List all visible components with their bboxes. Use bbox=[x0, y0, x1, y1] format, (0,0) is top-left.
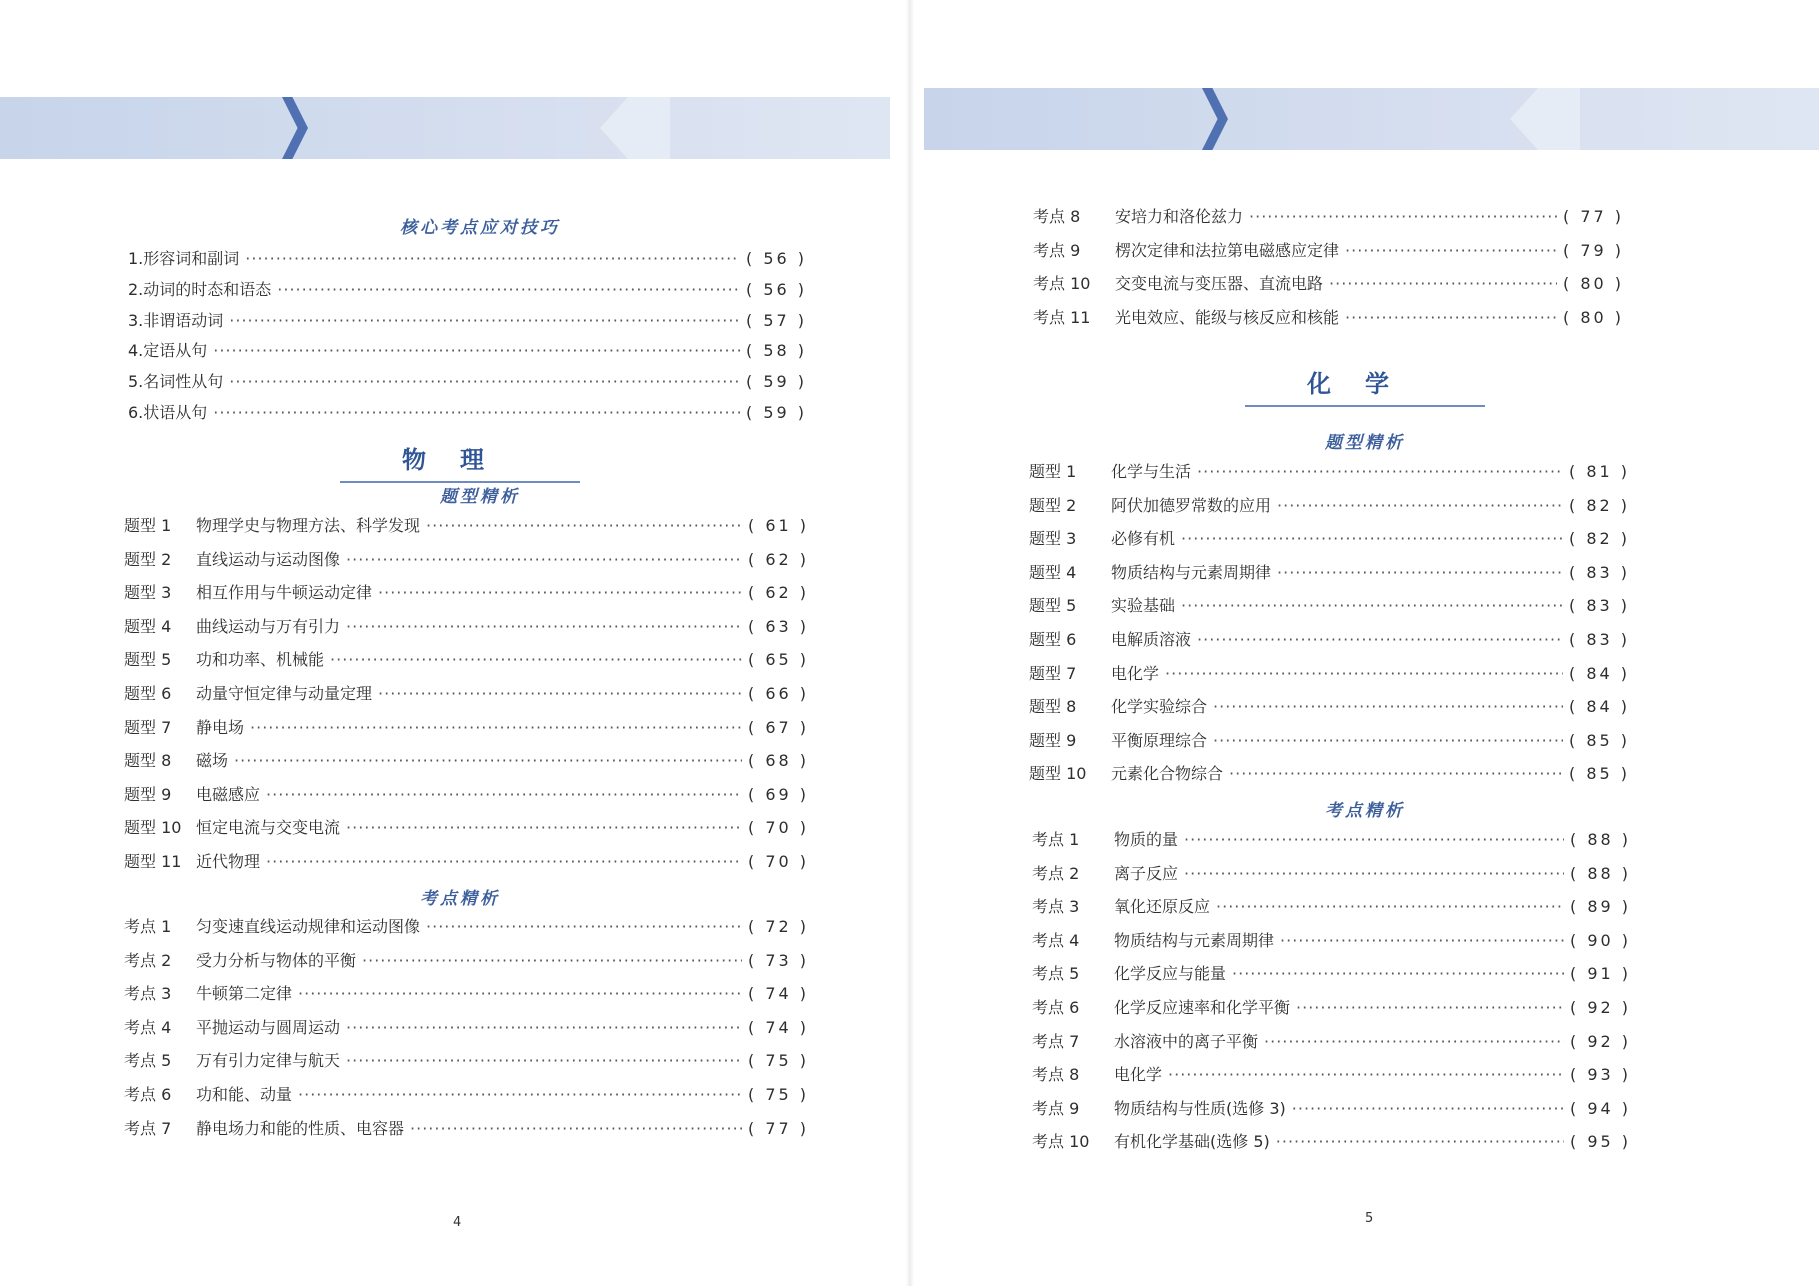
toc-entry-page: ( 74 ) bbox=[748, 1017, 810, 1037]
header-banner bbox=[0, 97, 890, 159]
toc-entry-page: ( 58 ) bbox=[746, 341, 808, 361]
page-number: 4 bbox=[453, 1215, 462, 1230]
type-heading-chemistry: 题型精析 bbox=[1325, 433, 1405, 453]
dot-leader bbox=[213, 340, 740, 362]
dot-leader bbox=[410, 1118, 742, 1140]
toc-entry[interactable] bbox=[128, 310, 808, 332]
toc-entry[interactable] bbox=[128, 279, 808, 301]
toc-entry[interactable] bbox=[124, 717, 810, 739]
toc-entry-title: 水溶液中的离子平衡 bbox=[1114, 1031, 1259, 1051]
toc-entry[interactable] bbox=[124, 950, 810, 972]
toc-entry-page: ( 91 ) bbox=[1570, 964, 1632, 984]
header-banner bbox=[924, 88, 1819, 150]
toc-entry-title: 功和能、动量 bbox=[196, 1085, 293, 1104]
right-page bbox=[910, 0, 1819, 1286]
dot-leader bbox=[1216, 896, 1564, 918]
toc-entry-title: 光电效应、能级与核反应和核能 bbox=[1115, 307, 1340, 327]
toc-entry-title: 近代物理 bbox=[196, 852, 261, 871]
dot-leader bbox=[1277, 495, 1563, 517]
point-heading-chemistry: 考点精析 bbox=[1325, 801, 1405, 821]
toc-entry-title: 名词性从句 bbox=[143, 372, 224, 392]
toc-entry[interactable] bbox=[124, 515, 810, 537]
chevron-left-decor-icon bbox=[600, 97, 670, 159]
toc-entry-number: 考点 1 bbox=[1032, 830, 1080, 849]
toc-entry-number: 考点 4 bbox=[1032, 930, 1080, 950]
dot-leader bbox=[234, 750, 742, 772]
dot-leader bbox=[213, 402, 740, 424]
toc-entry-page: ( 56 ) bbox=[746, 279, 808, 299]
dot-leader bbox=[1181, 528, 1563, 550]
point-heading-physics: 考点精析 bbox=[420, 889, 500, 909]
toc-entry-page: ( 75 ) bbox=[748, 1085, 810, 1104]
toc-entry-number: 考点 7 bbox=[124, 1118, 172, 1138]
toc-entry[interactable] bbox=[124, 1050, 810, 1072]
toc-entry-title: 定语从句 bbox=[143, 341, 208, 361]
toc-entry-page: ( 81 ) bbox=[1569, 462, 1631, 481]
toc-entry[interactable] bbox=[124, 817, 810, 839]
toc-entry-number: 考点 3 bbox=[1032, 897, 1080, 917]
toc-entry-page: ( 79 ) bbox=[1563, 240, 1625, 260]
dot-leader bbox=[362, 950, 742, 972]
dot-leader bbox=[266, 784, 742, 806]
toc-entry-page: ( 77 ) bbox=[748, 1118, 810, 1138]
dot-leader bbox=[1184, 829, 1564, 851]
dot-leader bbox=[277, 279, 740, 301]
toc-entry[interactable] bbox=[124, 649, 810, 671]
toc-entry-number: 1. bbox=[128, 249, 144, 268]
toc-entry[interactable] bbox=[1029, 562, 1631, 584]
toc-entry-page: ( 70 ) bbox=[748, 818, 810, 838]
dot-leader bbox=[1232, 963, 1564, 985]
toc-entry[interactable] bbox=[1032, 896, 1632, 918]
toc-entry-title: 物质结构与元素周期律 bbox=[1114, 930, 1275, 950]
toc-entry-number: 考点 9 bbox=[1033, 240, 1081, 260]
toc-entry-page: ( 83 ) bbox=[1569, 596, 1631, 616]
dot-leader bbox=[1165, 663, 1563, 685]
toc-entry-title: 受力分析与物体的平衡 bbox=[196, 950, 357, 970]
toc-entry-title: 元素化合物综合 bbox=[1111, 764, 1224, 784]
toc-entry-number: 考点 2 bbox=[1032, 863, 1080, 883]
toc-entry-number: 3. bbox=[128, 310, 144, 330]
dot-leader bbox=[229, 310, 740, 332]
toc-entry-title: 有机化学基础(选修 5) bbox=[1114, 1132, 1270, 1152]
type-heading-physics: 题型精析 bbox=[440, 487, 520, 507]
toc-entry-title: 化学实验综合 bbox=[1111, 697, 1208, 717]
toc-entry[interactable] bbox=[124, 549, 810, 571]
chevron-right-icon bbox=[282, 97, 308, 159]
toc-entry-page: ( 82 ) bbox=[1569, 495, 1631, 515]
toc-entry[interactable] bbox=[1029, 663, 1631, 685]
toc-entry-number: 考点 5 bbox=[124, 1051, 172, 1071]
toc-entry-title: 功和功率、机械能 bbox=[196, 650, 325, 670]
toc-entry-title: 状语从句 bbox=[143, 403, 208, 422]
toc-entry-page: ( 59 ) bbox=[746, 403, 808, 422]
toc-entry-title: 动词的时态和语态 bbox=[143, 279, 272, 299]
dot-leader bbox=[1296, 997, 1564, 1019]
toc-entry-page: ( 89 ) bbox=[1570, 897, 1632, 917]
toc-entry[interactable] bbox=[128, 371, 808, 393]
toc-entry[interactable] bbox=[1032, 863, 1632, 885]
toc-entry-title: 曲线运动与万有引力 bbox=[196, 616, 341, 636]
toc-entry-title: 化学反应速率和化学平衡 bbox=[1114, 998, 1291, 1017]
toc-entry[interactable] bbox=[1032, 1031, 1632, 1053]
toc-entry-page: ( 56 ) bbox=[746, 249, 808, 268]
toc-entry-title: 磁场 bbox=[196, 751, 229, 771]
toc-entry-title: 相互作用与牛顿运动定律 bbox=[196, 583, 373, 603]
dot-leader bbox=[245, 248, 740, 270]
dot-leader bbox=[1213, 730, 1563, 752]
toc-entry-title: 万有引力定律与航天 bbox=[196, 1051, 341, 1071]
toc-entry-page: ( 69 ) bbox=[748, 784, 810, 804]
toc-entry-number: 题型 2 bbox=[1029, 495, 1077, 515]
dot-leader bbox=[346, 1017, 742, 1039]
chevron-right-icon bbox=[1202, 88, 1228, 150]
toc-entry[interactable] bbox=[124, 851, 810, 873]
toc-entry-page: ( 65 ) bbox=[748, 650, 810, 670]
toc-entry[interactable] bbox=[1033, 307, 1625, 329]
dot-leader bbox=[346, 616, 742, 638]
dot-leader bbox=[1181, 595, 1563, 617]
toc-entry-title: 交变电流与变压器、直流电路 bbox=[1115, 274, 1324, 294]
toc-entry-title: 静电场力和能的性质、电容器 bbox=[196, 1118, 405, 1138]
toc-entry-page: ( 80 ) bbox=[1563, 274, 1625, 294]
toc-entry-number: 题型 3 bbox=[124, 583, 172, 603]
toc-entry-title: 必修有机 bbox=[1111, 529, 1176, 549]
toc-entry-page: ( 66 ) bbox=[748, 684, 810, 703]
toc-entry[interactable] bbox=[124, 1118, 810, 1140]
page-number: 5 bbox=[1365, 1211, 1374, 1226]
toc-entry[interactable] bbox=[124, 616, 810, 638]
toc-entry-number: 考点 8 bbox=[1033, 207, 1081, 226]
core-heading: 核心考点应对技巧 bbox=[400, 218, 560, 238]
toc-entry-number: 5. bbox=[128, 372, 144, 392]
dot-leader bbox=[426, 515, 742, 537]
toc-entry-page: ( 88 ) bbox=[1570, 863, 1632, 883]
toc-entry-page: ( 85 ) bbox=[1569, 730, 1631, 750]
toc-entry[interactable] bbox=[1032, 1098, 1632, 1120]
chevron-left-decor-icon bbox=[1510, 88, 1580, 150]
toc-entry-number: 考点 9 bbox=[1032, 1098, 1080, 1118]
toc-entry[interactable] bbox=[1029, 461, 1631, 483]
dot-leader bbox=[1264, 1031, 1564, 1053]
dot-leader bbox=[378, 582, 742, 604]
toc-entry-number: 考点 10 bbox=[1032, 1132, 1090, 1152]
toc-entry-number: 2. bbox=[128, 279, 144, 299]
toc-entry-page: ( 57 ) bbox=[746, 310, 808, 330]
toc-entry[interactable] bbox=[1032, 1064, 1632, 1086]
dot-leader bbox=[1249, 206, 1557, 228]
toc-entry-page: ( 75 ) bbox=[748, 1051, 810, 1071]
toc-entry-number: 题型 8 bbox=[124, 751, 172, 771]
toc-entry-page: ( 70 ) bbox=[748, 852, 810, 871]
toc-entry-page: ( 84 ) bbox=[1569, 697, 1631, 717]
toc-entry-page: ( 92 ) bbox=[1570, 1031, 1632, 1051]
toc-entry[interactable] bbox=[1029, 528, 1631, 550]
toc-entry-title: 化学与生活 bbox=[1111, 462, 1192, 481]
toc-entry-page: ( 68 ) bbox=[748, 751, 810, 771]
toc-entry-title: 静电场 bbox=[196, 717, 245, 737]
dot-leader bbox=[346, 1050, 742, 1072]
dot-leader bbox=[346, 549, 742, 571]
toc-entry-number: 题型 5 bbox=[124, 650, 172, 670]
toc-entry-number: 考点 5 bbox=[1032, 964, 1080, 984]
toc-entry[interactable] bbox=[1032, 829, 1632, 851]
dot-leader bbox=[1277, 562, 1563, 584]
toc-entry-title: 电解质溶液 bbox=[1111, 630, 1192, 649]
toc-entry-page: ( 62 ) bbox=[748, 583, 810, 603]
toc-entry-page: ( 74 ) bbox=[748, 984, 810, 1004]
toc-entry-number: 题型 1 bbox=[1029, 462, 1077, 481]
toc-entry-number: 题型 4 bbox=[124, 616, 172, 636]
toc-entry[interactable] bbox=[1032, 930, 1632, 952]
toc-entry-page: ( 62 ) bbox=[748, 549, 810, 569]
toc-entry-number: 题型 9 bbox=[1029, 730, 1077, 750]
toc-entry-page: ( 82 ) bbox=[1569, 529, 1631, 549]
toc-entry-number: 题型 2 bbox=[124, 549, 172, 569]
toc-entry-number: 题型 9 bbox=[124, 784, 172, 804]
toc-entry-number: 考点 8 bbox=[1032, 1065, 1080, 1085]
toc-entry-title: 物质的量 bbox=[1114, 830, 1179, 849]
toc-entry[interactable] bbox=[1029, 763, 1631, 785]
toc-entry[interactable] bbox=[124, 750, 810, 772]
toc-entry-page: ( 72 ) bbox=[748, 917, 810, 936]
toc-entry-title: 化学反应与能量 bbox=[1114, 964, 1227, 984]
toc-entry[interactable] bbox=[124, 1084, 810, 1106]
dot-leader bbox=[1213, 696, 1563, 718]
dot-leader bbox=[426, 916, 742, 938]
toc-entry[interactable] bbox=[124, 916, 810, 938]
toc-entry-title: 安培力和洛伦兹力 bbox=[1115, 207, 1244, 226]
toc-entry-number: 考点 10 bbox=[1033, 274, 1091, 294]
toc-entry[interactable] bbox=[1032, 1131, 1632, 1153]
subject-title-chemistry: 化学 bbox=[1245, 364, 1485, 407]
toc-entry-title: 动量守恒定律与动量定理 bbox=[196, 684, 373, 703]
dot-leader bbox=[229, 371, 740, 393]
toc-entry[interactable] bbox=[1029, 595, 1631, 617]
dot-leader bbox=[266, 851, 742, 873]
toc-entry-number: 考点 11 bbox=[1033, 307, 1091, 327]
dot-leader bbox=[1292, 1098, 1564, 1120]
toc-entry[interactable] bbox=[1033, 240, 1625, 262]
toc-entry-title: 楞次定律和法拉第电磁感应定律 bbox=[1115, 240, 1340, 260]
toc-entry-number: 考点 1 bbox=[124, 917, 172, 936]
toc-entry-title: 电化学 bbox=[1114, 1065, 1163, 1085]
toc-entry-title: 物理学史与物理方法、科学发现 bbox=[196, 516, 421, 535]
toc-entry-title: 电磁感应 bbox=[196, 784, 261, 804]
toc-entry-page: ( 84 ) bbox=[1569, 663, 1631, 683]
dot-leader bbox=[1184, 863, 1564, 885]
dot-leader bbox=[1229, 763, 1563, 785]
toc-entry[interactable] bbox=[1033, 206, 1625, 228]
toc-entry[interactable] bbox=[1032, 997, 1632, 1019]
dot-leader bbox=[378, 683, 742, 705]
toc-entry[interactable] bbox=[124, 784, 810, 806]
toc-entry-page: ( 94 ) bbox=[1570, 1098, 1632, 1118]
dot-leader bbox=[298, 983, 742, 1005]
toc-entry-number: 题型 10 bbox=[124, 818, 182, 838]
toc-entry-title: 非谓语动词 bbox=[143, 310, 224, 330]
toc-entry[interactable] bbox=[128, 402, 808, 424]
dot-leader bbox=[1329, 273, 1557, 295]
toc-entry-page: ( 73 ) bbox=[748, 950, 810, 970]
toc-entry[interactable] bbox=[124, 983, 810, 1005]
toc-entry-page: ( 67 ) bbox=[748, 717, 810, 737]
toc-entry-page: ( 59 ) bbox=[746, 372, 808, 392]
toc-entry-number: 考点 2 bbox=[124, 950, 172, 970]
toc-entry-number: 考点 3 bbox=[124, 984, 172, 1004]
toc-entry-page: ( 92 ) bbox=[1570, 998, 1632, 1017]
toc-entry-title: 平衡原理综合 bbox=[1111, 730, 1208, 750]
toc-entry-number: 考点 6 bbox=[1032, 998, 1080, 1017]
toc-entry-title: 阿伏加德罗常数的应用 bbox=[1111, 495, 1272, 515]
toc-entry[interactable] bbox=[1029, 696, 1631, 718]
dot-leader bbox=[298, 1084, 742, 1106]
toc-entry[interactable] bbox=[1032, 963, 1632, 985]
toc-entry[interactable] bbox=[1029, 629, 1631, 651]
dot-leader bbox=[346, 817, 742, 839]
toc-entry-title: 平抛运动与圆周运动 bbox=[196, 1017, 341, 1037]
toc-entry-number: 考点 4 bbox=[124, 1017, 172, 1037]
toc-entry-title: 恒定电流与交变电流 bbox=[196, 818, 341, 838]
toc-entry-title: 物质结构与元素周期律 bbox=[1111, 562, 1272, 582]
toc-entry-number: 6. bbox=[128, 403, 144, 422]
toc-entry-number: 题型 3 bbox=[1029, 529, 1077, 549]
toc-entry-title: 物质结构与性质(选修 3) bbox=[1114, 1098, 1286, 1118]
toc-entry-number: 考点 7 bbox=[1032, 1031, 1080, 1051]
toc-entry[interactable] bbox=[128, 248, 808, 270]
toc-entry-number: 题型 7 bbox=[124, 717, 172, 737]
toc-entry-number: 题型 8 bbox=[1029, 697, 1077, 717]
toc-entry-page: ( 93 ) bbox=[1570, 1065, 1632, 1085]
toc-entry-number: 题型 4 bbox=[1029, 562, 1077, 582]
toc-entry-title: 匀变速直线运动规律和运动图像 bbox=[196, 917, 421, 936]
toc-entry-title: 形容词和副词 bbox=[143, 249, 240, 268]
toc-entry-title: 实验基础 bbox=[1111, 596, 1176, 616]
dot-leader bbox=[1197, 629, 1563, 651]
toc-entry-number: 题型 5 bbox=[1029, 596, 1077, 616]
toc-entry-title: 电化学 bbox=[1111, 663, 1160, 683]
dot-leader bbox=[330, 649, 742, 671]
toc-entry-title: 氧化还原反应 bbox=[1114, 897, 1211, 917]
toc-entry-page: ( 63 ) bbox=[748, 616, 810, 636]
dot-leader bbox=[1345, 240, 1557, 262]
toc-entry-number: 题型 7 bbox=[1029, 663, 1077, 683]
toc-entry-number: 4. bbox=[128, 341, 144, 361]
toc-entry-page: ( 83 ) bbox=[1569, 630, 1631, 649]
subject-title-physics: 物理 bbox=[340, 440, 580, 483]
toc-entry-page: ( 88 ) bbox=[1570, 830, 1632, 849]
toc-entry[interactable] bbox=[124, 683, 810, 705]
toc-entry-title: 直线运动与运动图像 bbox=[196, 549, 341, 569]
toc-entry-number: 题型 1 bbox=[124, 516, 172, 535]
toc-entry-page: ( 85 ) bbox=[1569, 764, 1631, 784]
toc-entry[interactable] bbox=[1033, 273, 1625, 295]
dot-leader bbox=[1276, 1131, 1564, 1153]
toc-entry-number: 题型 6 bbox=[124, 684, 172, 703]
toc-entry[interactable] bbox=[124, 1017, 810, 1039]
toc-entry-number: 考点 6 bbox=[124, 1085, 172, 1104]
dot-leader bbox=[250, 717, 742, 739]
dot-leader bbox=[1280, 930, 1564, 952]
toc-entry-page: ( 61 ) bbox=[748, 516, 810, 535]
toc-entry-page: ( 77 ) bbox=[1563, 207, 1625, 226]
toc-entry[interactable] bbox=[124, 582, 810, 604]
toc-entry[interactable] bbox=[128, 340, 808, 362]
dot-leader bbox=[1345, 307, 1557, 329]
toc-entry-page: ( 83 ) bbox=[1569, 562, 1631, 582]
toc-entry[interactable] bbox=[1029, 495, 1631, 517]
toc-entry-title: 离子反应 bbox=[1114, 863, 1179, 883]
toc-entry[interactable] bbox=[1029, 730, 1631, 752]
toc-entry-number: 题型 11 bbox=[124, 852, 182, 871]
toc-entry-number: 题型 10 bbox=[1029, 764, 1087, 784]
dot-leader bbox=[1168, 1064, 1564, 1086]
toc-entry-page: ( 80 ) bbox=[1563, 307, 1625, 327]
toc-entry-page: ( 90 ) bbox=[1570, 930, 1632, 950]
toc-entry-number: 题型 6 bbox=[1029, 630, 1077, 649]
toc-entry-title: 牛顿第二定律 bbox=[196, 984, 293, 1004]
dot-leader bbox=[1197, 461, 1563, 483]
toc-entry-page: ( 95 ) bbox=[1570, 1132, 1632, 1152]
